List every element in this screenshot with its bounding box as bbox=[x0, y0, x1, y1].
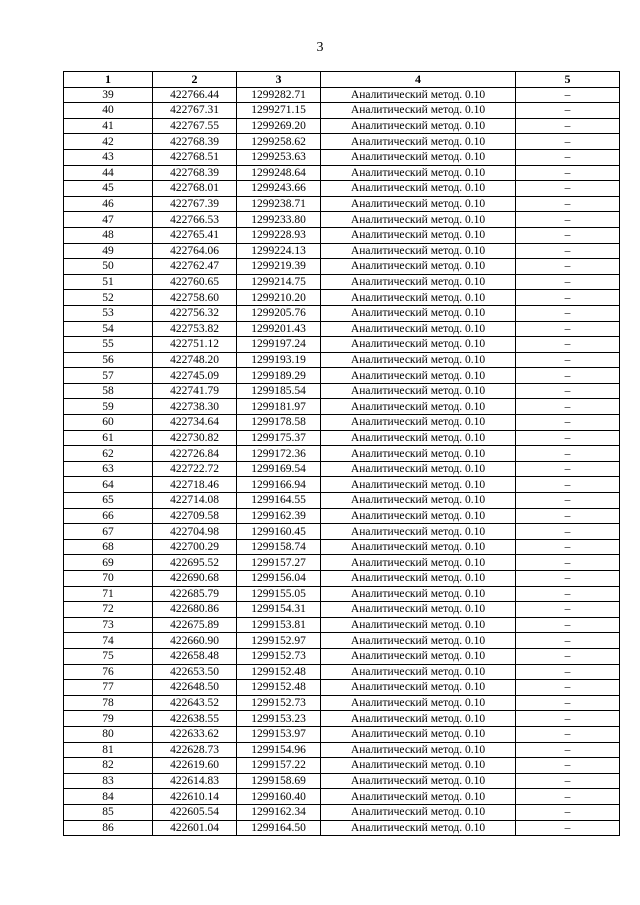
note-cell: – bbox=[516, 290, 620, 306]
y-coordinate-cell: 1299228.93 bbox=[237, 227, 321, 243]
x-coordinate-cell: 422685.79 bbox=[153, 586, 237, 602]
page-number: 3 bbox=[316, 40, 324, 55]
point-number-cell: 48 bbox=[64, 227, 153, 243]
x-coordinate-cell: 422767.39 bbox=[153, 196, 237, 212]
y-coordinate-cell: 1299238.71 bbox=[237, 196, 321, 212]
table-row bbox=[64, 773, 620, 789]
point-number-cell: 40 bbox=[64, 103, 153, 119]
y-coordinate-cell: 1299157.22 bbox=[237, 758, 321, 774]
method-cell: Аналитический метод. 0.10 bbox=[321, 648, 516, 664]
point-number-cell: 41 bbox=[64, 118, 153, 134]
note-cell: – bbox=[516, 648, 620, 664]
note-cell: – bbox=[516, 726, 620, 742]
table-row bbox=[64, 87, 620, 103]
method-cell: Аналитический метод. 0.10 bbox=[321, 399, 516, 415]
point-number-cell: 55 bbox=[64, 337, 153, 353]
y-coordinate-cell: 1299181.97 bbox=[237, 399, 321, 415]
table-row bbox=[64, 571, 620, 587]
column-header: 2 bbox=[153, 72, 237, 88]
column-header: 3 bbox=[237, 72, 321, 88]
y-coordinate-cell: 1299154.31 bbox=[237, 602, 321, 618]
x-coordinate-cell: 422766.44 bbox=[153, 87, 237, 103]
x-coordinate-cell: 422680.86 bbox=[153, 602, 237, 618]
method-cell: Аналитический метод. 0.10 bbox=[321, 383, 516, 399]
x-coordinate-cell: 422767.55 bbox=[153, 118, 237, 134]
y-coordinate-cell: 1299152.97 bbox=[237, 633, 321, 649]
y-coordinate-cell: 1299162.34 bbox=[237, 804, 321, 820]
method-cell: Аналитический метод. 0.10 bbox=[321, 87, 516, 103]
point-number-cell: 54 bbox=[64, 321, 153, 337]
note-cell: – bbox=[516, 274, 620, 290]
table-row bbox=[64, 539, 620, 555]
table-row bbox=[64, 243, 620, 259]
note-cell: – bbox=[516, 399, 620, 415]
method-cell: Аналитический метод. 0.10 bbox=[321, 711, 516, 727]
method-cell: Аналитический метод. 0.10 bbox=[321, 477, 516, 493]
x-coordinate-cell: 422753.82 bbox=[153, 321, 237, 337]
method-cell: Аналитический метод. 0.10 bbox=[321, 368, 516, 384]
note-cell: – bbox=[516, 664, 620, 680]
x-coordinate-cell: 422751.12 bbox=[153, 337, 237, 353]
y-coordinate-cell: 1299155.05 bbox=[237, 586, 321, 602]
x-coordinate-cell: 422726.84 bbox=[153, 446, 237, 462]
table-body bbox=[64, 87, 620, 836]
x-coordinate-cell: 422605.54 bbox=[153, 804, 237, 820]
table-row bbox=[64, 274, 620, 290]
y-coordinate-cell: 1299193.19 bbox=[237, 352, 321, 368]
point-number-cell: 78 bbox=[64, 695, 153, 711]
point-number-cell: 62 bbox=[64, 446, 153, 462]
point-number-cell: 67 bbox=[64, 524, 153, 540]
x-coordinate-cell: 422704.98 bbox=[153, 524, 237, 540]
column-header: 4 bbox=[321, 72, 516, 88]
x-coordinate-cell: 422762.47 bbox=[153, 259, 237, 275]
note-cell: – bbox=[516, 243, 620, 259]
table-row bbox=[64, 196, 620, 212]
note-cell: – bbox=[516, 742, 620, 758]
method-cell: Аналитический метод. 0.10 bbox=[321, 617, 516, 633]
table-row bbox=[64, 181, 620, 197]
note-cell: – bbox=[516, 695, 620, 711]
note-cell: – bbox=[516, 118, 620, 134]
method-cell: Аналитический метод. 0.10 bbox=[321, 430, 516, 446]
method-cell: Аналитический метод. 0.10 bbox=[321, 134, 516, 150]
note-cell: – bbox=[516, 539, 620, 555]
x-coordinate-cell: 422768.01 bbox=[153, 181, 237, 197]
method-cell: Аналитический метод. 0.10 bbox=[321, 508, 516, 524]
point-number-cell: 50 bbox=[64, 259, 153, 275]
y-coordinate-cell: 1299185.54 bbox=[237, 383, 321, 399]
y-coordinate-cell: 1299175.37 bbox=[237, 430, 321, 446]
method-cell: Аналитический метод. 0.10 bbox=[321, 352, 516, 368]
point-number-cell: 73 bbox=[64, 617, 153, 633]
point-number-cell: 56 bbox=[64, 352, 153, 368]
y-coordinate-cell: 1299160.45 bbox=[237, 524, 321, 540]
y-coordinate-cell: 1299164.55 bbox=[237, 493, 321, 509]
note-cell: – bbox=[516, 212, 620, 228]
note-cell: – bbox=[516, 586, 620, 602]
table-row bbox=[64, 352, 620, 368]
note-cell: – bbox=[516, 103, 620, 119]
point-number-cell: 42 bbox=[64, 134, 153, 150]
x-coordinate-cell: 422638.55 bbox=[153, 711, 237, 727]
note-cell: – bbox=[516, 602, 620, 618]
y-coordinate-cell: 1299253.63 bbox=[237, 149, 321, 165]
method-cell: Аналитический метод. 0.10 bbox=[321, 555, 516, 571]
x-coordinate-cell: 422768.39 bbox=[153, 165, 237, 181]
method-cell: Аналитический метод. 0.10 bbox=[321, 181, 516, 197]
point-number-cell: 68 bbox=[64, 539, 153, 555]
note-cell: – bbox=[516, 633, 620, 649]
point-number-cell: 49 bbox=[64, 243, 153, 259]
x-coordinate-cell: 422730.82 bbox=[153, 430, 237, 446]
method-cell: Аналитический метод. 0.10 bbox=[321, 243, 516, 259]
y-coordinate-cell: 1299153.97 bbox=[237, 726, 321, 742]
point-number-cell: 82 bbox=[64, 758, 153, 774]
x-coordinate-cell: 422766.53 bbox=[153, 212, 237, 228]
table-row bbox=[64, 430, 620, 446]
point-number-cell: 52 bbox=[64, 290, 153, 306]
table-row bbox=[64, 259, 620, 275]
point-number-cell: 53 bbox=[64, 305, 153, 321]
point-number-cell: 71 bbox=[64, 586, 153, 602]
y-coordinate-cell: 1299152.48 bbox=[237, 680, 321, 696]
table-row bbox=[64, 602, 620, 618]
method-cell: Аналитический метод. 0.10 bbox=[321, 773, 516, 789]
point-number-cell: 72 bbox=[64, 602, 153, 618]
y-coordinate-cell: 1299152.73 bbox=[237, 648, 321, 664]
y-coordinate-cell: 1299233.80 bbox=[237, 212, 321, 228]
y-coordinate-cell: 1299157.27 bbox=[237, 555, 321, 571]
point-number-cell: 45 bbox=[64, 181, 153, 197]
note-cell: – bbox=[516, 368, 620, 384]
y-coordinate-cell: 1299156.04 bbox=[237, 571, 321, 587]
method-cell: Аналитический метод. 0.10 bbox=[321, 415, 516, 431]
method-cell: Аналитический метод. 0.10 bbox=[321, 726, 516, 742]
point-number-cell: 79 bbox=[64, 711, 153, 727]
x-coordinate-cell: 422601.04 bbox=[153, 820, 237, 836]
point-number-cell: 85 bbox=[64, 804, 153, 820]
y-coordinate-cell: 1299271.15 bbox=[237, 103, 321, 119]
column-header: 1 bbox=[64, 72, 153, 88]
point-number-cell: 86 bbox=[64, 820, 153, 836]
note-cell: – bbox=[516, 758, 620, 774]
point-number-cell: 60 bbox=[64, 415, 153, 431]
x-coordinate-cell: 422768.51 bbox=[153, 149, 237, 165]
table-row bbox=[64, 586, 620, 602]
point-number-cell: 59 bbox=[64, 399, 153, 415]
table-row bbox=[64, 617, 620, 633]
y-coordinate-cell: 1299152.48 bbox=[237, 664, 321, 680]
note-cell: – bbox=[516, 383, 620, 399]
point-number-cell: 80 bbox=[64, 726, 153, 742]
table-row bbox=[64, 399, 620, 415]
x-coordinate-cell: 422658.48 bbox=[153, 648, 237, 664]
x-coordinate-cell: 422765.41 bbox=[153, 227, 237, 243]
point-number-cell: 81 bbox=[64, 742, 153, 758]
y-coordinate-cell: 1299166.94 bbox=[237, 477, 321, 493]
method-cell: Аналитический метод. 0.10 bbox=[321, 742, 516, 758]
method-cell: Аналитический метод. 0.10 bbox=[321, 274, 516, 290]
note-cell: – bbox=[516, 181, 620, 197]
x-coordinate-cell: 422758.60 bbox=[153, 290, 237, 306]
point-number-cell: 46 bbox=[64, 196, 153, 212]
table-row bbox=[64, 134, 620, 150]
x-coordinate-cell: 422643.52 bbox=[153, 695, 237, 711]
note-cell: – bbox=[516, 773, 620, 789]
note-cell: – bbox=[516, 680, 620, 696]
method-cell: Аналитический метод. 0.10 bbox=[321, 680, 516, 696]
method-cell: Аналитический метод. 0.10 bbox=[321, 103, 516, 119]
table-row bbox=[64, 337, 620, 353]
point-number-cell: 44 bbox=[64, 165, 153, 181]
x-coordinate-cell: 422741.79 bbox=[153, 383, 237, 399]
method-cell: Аналитический метод. 0.10 bbox=[321, 804, 516, 820]
note-cell: – bbox=[516, 789, 620, 805]
table-row bbox=[64, 305, 620, 321]
table-row bbox=[64, 415, 620, 431]
method-cell: Аналитический метод. 0.10 bbox=[321, 664, 516, 680]
note-cell: – bbox=[516, 804, 620, 820]
table-row bbox=[64, 555, 620, 571]
x-coordinate-cell: 422690.68 bbox=[153, 571, 237, 587]
y-coordinate-cell: 1299158.69 bbox=[237, 773, 321, 789]
table-row bbox=[64, 711, 620, 727]
table-row bbox=[64, 493, 620, 509]
x-coordinate-cell: 422675.89 bbox=[153, 617, 237, 633]
point-number-cell: 66 bbox=[64, 508, 153, 524]
note-cell: – bbox=[516, 134, 620, 150]
x-coordinate-cell: 422700.29 bbox=[153, 539, 237, 555]
note-cell: – bbox=[516, 493, 620, 509]
point-number-cell: 65 bbox=[64, 493, 153, 509]
table-row bbox=[64, 664, 620, 680]
x-coordinate-cell: 422756.32 bbox=[153, 305, 237, 321]
table-row bbox=[64, 103, 620, 119]
note-cell: – bbox=[516, 196, 620, 212]
note-cell: – bbox=[516, 321, 620, 337]
point-number-cell: 51 bbox=[64, 274, 153, 290]
table-row bbox=[64, 383, 620, 399]
y-coordinate-cell: 1299269.20 bbox=[237, 118, 321, 134]
table-row bbox=[64, 633, 620, 649]
y-coordinate-cell: 1299154.96 bbox=[237, 742, 321, 758]
point-number-cell: 70 bbox=[64, 571, 153, 587]
point-number-cell: 84 bbox=[64, 789, 153, 805]
point-number-cell: 63 bbox=[64, 461, 153, 477]
y-coordinate-cell: 1299172.36 bbox=[237, 446, 321, 462]
table-row bbox=[64, 212, 620, 228]
table-row bbox=[64, 726, 620, 742]
note-cell: – bbox=[516, 430, 620, 446]
table-row bbox=[64, 368, 620, 384]
y-coordinate-cell: 1299169.54 bbox=[237, 461, 321, 477]
y-coordinate-cell: 1299197.24 bbox=[237, 337, 321, 353]
method-cell: Аналитический метод. 0.10 bbox=[321, 539, 516, 555]
note-cell: – bbox=[516, 524, 620, 540]
x-coordinate-cell: 422764.06 bbox=[153, 243, 237, 259]
table-row bbox=[64, 820, 620, 836]
method-cell: Аналитический метод. 0.10 bbox=[321, 446, 516, 462]
table-row bbox=[64, 290, 620, 306]
note-cell: – bbox=[516, 820, 620, 836]
x-coordinate-cell: 422648.50 bbox=[153, 680, 237, 696]
method-cell: Аналитический метод. 0.10 bbox=[321, 337, 516, 353]
x-coordinate-cell: 422628.73 bbox=[153, 742, 237, 758]
x-coordinate-cell: 422760.65 bbox=[153, 274, 237, 290]
note-cell: – bbox=[516, 87, 620, 103]
y-coordinate-cell: 1299248.64 bbox=[237, 165, 321, 181]
x-coordinate-cell: 422653.50 bbox=[153, 664, 237, 680]
note-cell: – bbox=[516, 461, 620, 477]
y-coordinate-cell: 1299153.23 bbox=[237, 711, 321, 727]
note-cell: – bbox=[516, 165, 620, 181]
method-cell: Аналитический метод. 0.10 bbox=[321, 586, 516, 602]
note-cell: – bbox=[516, 555, 620, 571]
x-coordinate-cell: 422619.60 bbox=[153, 758, 237, 774]
y-coordinate-cell: 1299160.40 bbox=[237, 789, 321, 805]
note-cell: – bbox=[516, 415, 620, 431]
y-coordinate-cell: 1299158.74 bbox=[237, 539, 321, 555]
note-cell: – bbox=[516, 446, 620, 462]
table-row bbox=[64, 118, 620, 134]
table-row bbox=[64, 804, 620, 820]
method-cell: Аналитический метод. 0.10 bbox=[321, 149, 516, 165]
x-coordinate-cell: 422610.14 bbox=[153, 789, 237, 805]
x-coordinate-cell: 422738.30 bbox=[153, 399, 237, 415]
x-coordinate-cell: 422748.20 bbox=[153, 352, 237, 368]
x-coordinate-cell: 422734.64 bbox=[153, 415, 237, 431]
y-coordinate-cell: 1299219.39 bbox=[237, 259, 321, 275]
method-cell: Аналитический метод. 0.10 bbox=[321, 789, 516, 805]
column-header: 5 bbox=[516, 72, 620, 88]
point-number-cell: 57 bbox=[64, 368, 153, 384]
note-cell: – bbox=[516, 259, 620, 275]
y-coordinate-cell: 1299189.29 bbox=[237, 368, 321, 384]
method-cell: Аналитический метод. 0.10 bbox=[321, 212, 516, 228]
method-cell: Аналитический метод. 0.10 bbox=[321, 196, 516, 212]
method-cell: Аналитический метод. 0.10 bbox=[321, 758, 516, 774]
table-row bbox=[64, 149, 620, 165]
note-cell: – bbox=[516, 227, 620, 243]
point-number-cell: 75 bbox=[64, 648, 153, 664]
table-row bbox=[64, 477, 620, 493]
y-coordinate-cell: 1299178.58 bbox=[237, 415, 321, 431]
method-cell: Аналитический метод. 0.10 bbox=[321, 305, 516, 321]
table-header-row bbox=[64, 72, 620, 88]
method-cell: Аналитический метод. 0.10 bbox=[321, 461, 516, 477]
table-row bbox=[64, 695, 620, 711]
y-coordinate-cell: 1299201.43 bbox=[237, 321, 321, 337]
table-row bbox=[64, 461, 620, 477]
note-cell: – bbox=[516, 508, 620, 524]
x-coordinate-cell: 422718.46 bbox=[153, 477, 237, 493]
y-coordinate-cell: 1299152.73 bbox=[237, 695, 321, 711]
coordinates-table bbox=[63, 71, 620, 836]
method-cell: Аналитический метод. 0.10 bbox=[321, 695, 516, 711]
table-row bbox=[64, 524, 620, 540]
x-coordinate-cell: 422722.72 bbox=[153, 461, 237, 477]
table-row bbox=[64, 446, 620, 462]
method-cell: Аналитический метод. 0.10 bbox=[321, 493, 516, 509]
method-cell: Аналитический метод. 0.10 bbox=[321, 524, 516, 540]
note-cell: – bbox=[516, 149, 620, 165]
point-number-cell: 47 bbox=[64, 212, 153, 228]
y-coordinate-cell: 1299243.66 bbox=[237, 181, 321, 197]
table-row bbox=[64, 648, 620, 664]
y-coordinate-cell: 1299164.50 bbox=[237, 820, 321, 836]
method-cell: Аналитический метод. 0.10 bbox=[321, 290, 516, 306]
point-number-cell: 83 bbox=[64, 773, 153, 789]
y-coordinate-cell: 1299162.39 bbox=[237, 508, 321, 524]
x-coordinate-cell: 422709.58 bbox=[153, 508, 237, 524]
x-coordinate-cell: 422714.08 bbox=[153, 493, 237, 509]
note-cell: – bbox=[516, 711, 620, 727]
table-row bbox=[64, 680, 620, 696]
table-row bbox=[64, 742, 620, 758]
point-number-cell: 69 bbox=[64, 555, 153, 571]
y-coordinate-cell: 1299210.20 bbox=[237, 290, 321, 306]
point-number-cell: 39 bbox=[64, 87, 153, 103]
y-coordinate-cell: 1299224.13 bbox=[237, 243, 321, 259]
method-cell: Аналитический метод. 0.10 bbox=[321, 602, 516, 618]
table-row bbox=[64, 789, 620, 805]
y-coordinate-cell: 1299282.71 bbox=[237, 87, 321, 103]
table-row bbox=[64, 508, 620, 524]
method-cell: Аналитический метод. 0.10 bbox=[321, 820, 516, 836]
method-cell: Аналитический метод. 0.10 bbox=[321, 165, 516, 181]
point-number-cell: 76 bbox=[64, 664, 153, 680]
table-row bbox=[64, 227, 620, 243]
method-cell: Аналитический метод. 0.10 bbox=[321, 118, 516, 134]
method-cell: Аналитический метод. 0.10 bbox=[321, 633, 516, 649]
x-coordinate-cell: 422695.52 bbox=[153, 555, 237, 571]
method-cell: Аналитический метод. 0.10 bbox=[321, 571, 516, 587]
point-number-cell: 43 bbox=[64, 149, 153, 165]
method-cell: Аналитический метод. 0.10 bbox=[321, 259, 516, 275]
table-row bbox=[64, 165, 620, 181]
method-cell: Аналитический метод. 0.10 bbox=[321, 321, 516, 337]
x-coordinate-cell: 422660.90 bbox=[153, 633, 237, 649]
point-number-cell: 61 bbox=[64, 430, 153, 446]
note-cell: – bbox=[516, 477, 620, 493]
point-number-cell: 77 bbox=[64, 680, 153, 696]
x-coordinate-cell: 422633.62 bbox=[153, 726, 237, 742]
note-cell: – bbox=[516, 617, 620, 633]
y-coordinate-cell: 1299258.62 bbox=[237, 134, 321, 150]
note-cell: – bbox=[516, 352, 620, 368]
note-cell: – bbox=[516, 305, 620, 321]
point-number-cell: 58 bbox=[64, 383, 153, 399]
point-number-cell: 74 bbox=[64, 633, 153, 649]
x-coordinate-cell: 422767.31 bbox=[153, 103, 237, 119]
table-row bbox=[64, 758, 620, 774]
y-coordinate-cell: 1299153.81 bbox=[237, 617, 321, 633]
point-number-cell: 64 bbox=[64, 477, 153, 493]
method-cell: Аналитический метод. 0.10 bbox=[321, 227, 516, 243]
x-coordinate-cell: 422768.39 bbox=[153, 134, 237, 150]
note-cell: – bbox=[516, 337, 620, 353]
x-coordinate-cell: 422614.83 bbox=[153, 773, 237, 789]
note-cell: – bbox=[516, 571, 620, 587]
x-coordinate-cell: 422745.09 bbox=[153, 368, 237, 384]
table-row bbox=[64, 321, 620, 337]
y-coordinate-cell: 1299205.76 bbox=[237, 305, 321, 321]
y-coordinate-cell: 1299214.75 bbox=[237, 274, 321, 290]
